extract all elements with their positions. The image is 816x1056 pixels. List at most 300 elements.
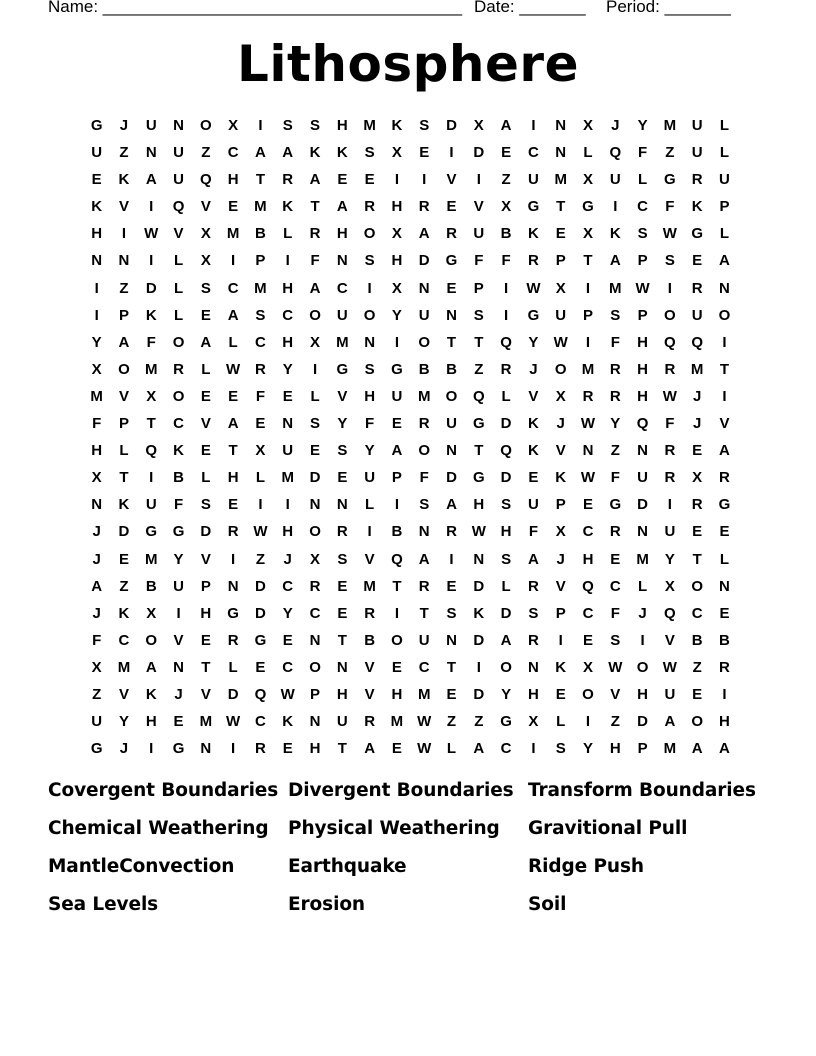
grid-letter[interactable]: F — [474, 252, 484, 270]
grid-letter[interactable]: I — [231, 252, 236, 270]
grid-letter[interactable]: D — [473, 685, 485, 703]
grid-letter[interactable]: Q — [582, 577, 594, 595]
grid-letter[interactable]: R — [255, 360, 266, 378]
grid-letter[interactable]: K — [118, 604, 130, 622]
grid-letter[interactable]: N — [309, 713, 321, 731]
grid-letter[interactable]: J — [283, 550, 292, 568]
grid-letter[interactable]: J — [556, 550, 565, 568]
grid-letter[interactable]: E — [337, 469, 348, 487]
grid-letter[interactable]: Q — [691, 333, 704, 351]
grid-letter[interactable]: A — [118, 333, 130, 351]
grid-letter[interactable]: S — [610, 631, 621, 649]
grid-letter[interactable]: H — [500, 523, 512, 541]
grid-letter[interactable]: Y — [337, 415, 348, 433]
grid-letter[interactable]: I — [285, 252, 290, 270]
grid-letter[interactable]: G — [500, 713, 512, 731]
grid-letter[interactable]: W — [226, 360, 241, 378]
grid-letter[interactable]: U — [637, 469, 648, 487]
grid-letter[interactable]: G — [664, 171, 676, 189]
grid-letter[interactable]: E — [555, 225, 566, 243]
grid-letter[interactable]: M — [363, 117, 376, 134]
grid-letter[interactable]: A — [227, 306, 239, 324]
grid-letter[interactable]: D — [227, 685, 239, 703]
grid-letter[interactable]: V — [473, 198, 484, 216]
grid-letter[interactable]: P — [555, 496, 566, 514]
grid-letter[interactable]: A — [336, 198, 348, 216]
grid-letter[interactable]: E — [582, 496, 593, 514]
grid-letter[interactable]: O — [554, 360, 567, 378]
grid-letter[interactable]: S — [664, 252, 675, 270]
grid-letter[interactable]: N — [364, 333, 376, 351]
grid-letter[interactable]: A — [418, 550, 430, 568]
grid-letter[interactable]: Z — [446, 713, 457, 731]
grid-letter[interactable]: V — [555, 442, 566, 460]
grid-letter[interactable]: D — [118, 523, 130, 541]
grid-letter[interactable]: Q — [472, 387, 485, 405]
grid-letter[interactable]: E — [692, 523, 703, 541]
grid-letter[interactable]: E — [91, 171, 102, 189]
grid-letter[interactable]: U — [364, 469, 376, 487]
grid-letter[interactable]: R — [309, 577, 321, 595]
grid-letter[interactable]: I — [312, 360, 318, 378]
grid-letter[interactable]: S — [473, 306, 484, 324]
grid-letter[interactable]: B — [691, 631, 703, 649]
grid-letter[interactable]: T — [719, 360, 730, 378]
grid-letter[interactable]: E — [582, 631, 593, 649]
grid-letter[interactable]: F — [665, 198, 675, 216]
grid-letter[interactable]: Y — [282, 604, 293, 622]
grid-letter[interactable]: I — [722, 387, 727, 405]
grid-letter[interactable]: C — [637, 198, 648, 216]
grid-letter[interactable]: A — [446, 496, 457, 514]
grid-letter[interactable]: U — [336, 306, 348, 324]
grid-letter[interactable]: D — [255, 577, 266, 595]
grid-letter[interactable]: N — [173, 117, 184, 134]
grid-letter[interactable]: L — [201, 360, 211, 378]
grid-letter[interactable]: R — [500, 360, 512, 378]
grid-letter[interactable]: J — [92, 550, 101, 568]
grid-letter[interactable]: F — [365, 415, 375, 433]
grid-letter[interactable]: O — [172, 387, 185, 405]
grid-letter[interactable]: I — [722, 685, 727, 703]
grid-letter[interactable]: U — [691, 117, 703, 134]
grid-letter[interactable]: Y — [582, 740, 593, 758]
grid-letter[interactable]: R — [173, 360, 184, 378]
grid-letter[interactable]: R — [364, 198, 376, 216]
grid-letter[interactable]: E — [446, 685, 457, 703]
grid-letter[interactable]: B — [719, 631, 730, 649]
grid-letter[interactable]: F — [92, 631, 102, 649]
grid-letter[interactable]: I — [394, 604, 399, 622]
grid-letter[interactable]: G — [445, 252, 458, 270]
grid-letter[interactable]: K — [527, 225, 539, 243]
grid-letter[interactable]: F — [255, 387, 266, 405]
grid-letter[interactable]: A — [309, 171, 321, 189]
grid-letter[interactable]: B — [446, 360, 457, 378]
grid-letter[interactable]: S — [446, 604, 457, 622]
grid-letter[interactable]: U — [664, 523, 676, 541]
grid-letter[interactable]: I — [531, 117, 536, 134]
grid-letter[interactable]: A — [500, 631, 512, 649]
grid-letter[interactable]: T — [255, 171, 266, 189]
grid-letter[interactable]: E — [391, 740, 402, 758]
grid-letter[interactable]: E — [446, 577, 457, 595]
grid-letter[interactable]: N — [446, 442, 457, 460]
grid-letter[interactable]: Z — [119, 144, 129, 162]
grid-letter[interactable]: I — [149, 252, 154, 270]
grid-letter[interactable]: M — [554, 171, 567, 189]
grid-letter[interactable]: V — [173, 225, 184, 243]
grid-letter[interactable]: R — [446, 225, 457, 243]
grid-letter[interactable]: I — [613, 198, 618, 216]
grid-letter[interactable]: T — [146, 415, 156, 433]
grid-letter[interactable]: G — [472, 415, 485, 433]
grid-letter[interactable]: H — [336, 225, 348, 243]
grid-letter[interactable]: M — [663, 117, 677, 134]
grid-letter[interactable]: I — [94, 306, 99, 324]
grid-letter[interactable]: I — [667, 496, 672, 514]
grid-letter[interactable]: U — [91, 144, 103, 162]
grid-letter[interactable]: P — [255, 252, 266, 270]
grid-letter[interactable]: N — [446, 631, 457, 649]
grid-letter[interactable]: R — [691, 279, 703, 297]
grid-letter[interactable]: N — [282, 415, 294, 433]
grid-letter[interactable]: Y — [118, 713, 129, 731]
grid-letter[interactable]: N — [719, 279, 730, 297]
grid-letter[interactable]: A — [91, 577, 103, 595]
grid-letter[interactable]: G — [718, 496, 731, 514]
grid-letter[interactable]: T — [446, 333, 457, 351]
grid-letter[interactable]: I — [285, 496, 290, 514]
grid-letter[interactable]: S — [364, 252, 375, 270]
grid-letter[interactable]: E — [255, 658, 266, 676]
grid-letter[interactable]: B — [173, 469, 184, 487]
grid-letter[interactable]: Y — [610, 415, 621, 433]
grid-letter[interactable]: Y — [91, 333, 102, 351]
grid-letter[interactable]: H — [336, 117, 348, 134]
grid-letter[interactable]: V — [200, 550, 211, 568]
grid-letter[interactable]: E — [282, 387, 293, 405]
grid-letter[interactable]: C — [691, 604, 703, 622]
grid-letter[interactable]: R — [609, 387, 621, 405]
grid-letter[interactable]: A — [719, 252, 730, 270]
grid-letter[interactable]: Q — [172, 198, 185, 216]
grid-letter[interactable]: E — [692, 442, 703, 460]
grid-letter[interactable]: H — [282, 523, 294, 541]
grid-letter[interactable]: O — [500, 658, 512, 676]
grid-letter[interactable]: C — [255, 713, 266, 731]
grid-letter[interactable]: H — [391, 198, 403, 216]
grid-letter[interactable]: X — [391, 225, 402, 243]
grid-letter[interactable]: C — [227, 279, 239, 297]
grid-letter[interactable]: Q — [500, 333, 512, 351]
grid-letter[interactable]: X — [582, 171, 593, 189]
grid-letter[interactable]: H — [473, 496, 485, 514]
grid-letter[interactable]: B — [145, 577, 157, 595]
grid-letter[interactable]: S — [200, 279, 211, 297]
grid-letter[interactable]: C — [227, 144, 239, 162]
grid-letter[interactable]: K — [118, 171, 130, 189]
grid-letter[interactable]: T — [692, 550, 702, 568]
grid-letter[interactable]: F — [310, 252, 320, 270]
grid-letter[interactable]: O — [691, 577, 704, 595]
grid-letter[interactable]: P — [200, 577, 211, 595]
grid-letter[interactable]: N — [200, 740, 212, 758]
grid-letter[interactable]: T — [446, 658, 457, 676]
grid-letter[interactable]: H — [336, 685, 348, 703]
grid-letter[interactable]: L — [228, 333, 238, 351]
grid-letter[interactable]: V — [446, 171, 457, 189]
grid-letter[interactable]: X — [473, 117, 484, 134]
grid-letter[interactable]: H — [391, 685, 403, 703]
grid-letter[interactable]: E — [228, 387, 239, 405]
grid-letter[interactable]: L — [446, 740, 457, 758]
grid-letter[interactable]: Q — [500, 442, 512, 460]
grid-letter[interactable]: Q — [609, 144, 622, 162]
grid-letter[interactable]: X — [200, 252, 211, 270]
grid-letter[interactable]: I — [149, 469, 154, 487]
grid-letter[interactable]: I — [149, 198, 154, 216]
grid-letter[interactable]: Y — [173, 550, 184, 568]
grid-letter[interactable]: I — [585, 279, 591, 297]
grid-letter[interactable]: U — [145, 496, 157, 514]
grid-letter[interactable]: E — [200, 306, 211, 324]
grid-letter[interactable]: I — [394, 496, 399, 514]
grid-letter[interactable]: D — [418, 252, 430, 270]
grid-letter[interactable]: N — [555, 144, 567, 162]
grid-letter[interactable]: Z — [474, 360, 484, 378]
grid-letter[interactable]: R — [609, 523, 621, 541]
grid-letter[interactable]: X — [664, 577, 675, 595]
grid-letter[interactable]: G — [172, 740, 185, 758]
grid-letter[interactable]: S — [255, 306, 266, 324]
grid-letter[interactable]: G — [336, 360, 349, 378]
grid-letter[interactable]: I — [449, 144, 454, 162]
grid-letter[interactable]: L — [501, 577, 511, 595]
grid-letter[interactable]: W — [553, 333, 568, 351]
grid-letter[interactable]: F — [501, 252, 511, 270]
grid-letter[interactable]: N — [637, 523, 648, 541]
grid-letter[interactable]: O — [582, 685, 594, 703]
grid-letter[interactable]: L — [173, 306, 184, 324]
grid-letter[interactable]: S — [610, 306, 621, 324]
grid-letter[interactable]: E — [337, 577, 348, 595]
grid-letter[interactable]: I — [231, 550, 236, 568]
grid-letter[interactable]: C — [309, 604, 321, 622]
grid-letter[interactable]: K — [473, 604, 485, 622]
grid-letter[interactable]: F — [419, 469, 429, 487]
grid-letter[interactable]: O — [445, 387, 458, 405]
grid-letter[interactable]: S — [310, 415, 321, 433]
grid-letter[interactable]: M — [417, 685, 431, 703]
grid-letter[interactable]: S — [200, 496, 211, 514]
grid-letter[interactable]: U — [664, 685, 676, 703]
grid-letter[interactable]: J — [556, 415, 565, 433]
grid-letter[interactable]: J — [611, 117, 620, 134]
grid-letter[interactable]: L — [365, 496, 375, 514]
grid-letter[interactable]: Q — [254, 685, 267, 703]
grid-letter[interactable]: O — [363, 225, 376, 243]
grid-letter[interactable]: I — [121, 225, 127, 243]
grid-letter[interactable]: L — [173, 279, 184, 297]
grid-letter[interactable]: E — [692, 252, 703, 270]
grid-letter[interactable]: K — [173, 442, 184, 460]
grid-letter[interactable]: E — [501, 144, 512, 162]
grid-letter[interactable]: P — [637, 740, 648, 758]
grid-letter[interactable]: P — [719, 198, 730, 216]
grid-letter[interactable]: L — [719, 117, 730, 134]
grid-letter[interactable]: M — [663, 740, 677, 758]
grid-letter[interactable]: P — [555, 604, 566, 622]
grid-letter[interactable]: H — [227, 469, 239, 487]
grid-letter[interactable]: L — [501, 387, 511, 405]
grid-letter[interactable]: E — [391, 658, 402, 676]
grid-letter[interactable]: C — [609, 577, 621, 595]
grid-letter[interactable]: A — [282, 144, 294, 162]
grid-letter[interactable]: N — [527, 658, 539, 676]
grid-letter[interactable]: N — [227, 577, 239, 595]
grid-letter[interactable]: Z — [201, 144, 211, 162]
grid-letter[interactable]: U — [446, 415, 457, 433]
grid-letter[interactable]: U — [418, 306, 430, 324]
grid-letter[interactable]: E — [228, 496, 239, 514]
grid-letter[interactable]: B — [255, 225, 266, 243]
grid-letter[interactable]: E — [692, 685, 703, 703]
grid-letter[interactable]: U — [173, 171, 184, 189]
grid-letter[interactable]: T — [228, 442, 238, 460]
grid-letter[interactable]: C — [282, 306, 294, 324]
grid-letter[interactable]: J — [693, 387, 702, 405]
grid-letter[interactable]: E — [118, 550, 129, 568]
grid-letter[interactable]: R — [418, 577, 430, 595]
grid-letter[interactable]: M — [117, 658, 131, 676]
grid-letter[interactable]: L — [310, 387, 320, 405]
grid-letter[interactable]: N — [336, 658, 348, 676]
grid-letter[interactable]: I — [667, 279, 672, 297]
grid-letter[interactable]: Y — [637, 117, 648, 134]
grid-letter[interactable]: I — [422, 171, 427, 189]
grid-letter[interactable]: Y — [501, 685, 512, 703]
grid-letter[interactable]: T — [392, 577, 402, 595]
grid-letter[interactable]: A — [500, 117, 512, 134]
grid-letter[interactable]: H — [309, 740, 321, 758]
grid-letter[interactable]: D — [446, 117, 457, 134]
grid-letter[interactable]: W — [280, 685, 295, 703]
grid-letter[interactable]: K — [282, 713, 294, 731]
grid-letter[interactable]: S — [501, 496, 512, 514]
grid-letter[interactable]: F — [610, 604, 620, 622]
grid-letter[interactable]: E — [310, 442, 321, 460]
grid-letter[interactable]: V — [200, 198, 211, 216]
grid-letter[interactable]: I — [258, 496, 263, 514]
grid-letter[interactable]: F — [610, 333, 620, 351]
grid-letter[interactable]: N — [145, 144, 157, 162]
grid-letter[interactable]: G — [90, 117, 103, 134]
grid-letter[interactable]: O — [664, 306, 676, 324]
grid-letter[interactable]: U — [691, 144, 703, 162]
grid-letter[interactable]: N — [637, 442, 648, 460]
grid-letter[interactable]: R — [664, 469, 676, 487]
grid-letter[interactable]: H — [91, 225, 103, 243]
grid-letter[interactable]: D — [500, 469, 512, 487]
grid-letter[interactable]: L — [719, 225, 730, 243]
grid-letter[interactable]: B — [391, 523, 403, 541]
grid-letter[interactable]: B — [500, 225, 512, 243]
grid-letter[interactable]: R — [582, 387, 594, 405]
grid-letter[interactable]: A — [719, 442, 730, 460]
grid-letter[interactable]: D — [473, 631, 485, 649]
grid-letter[interactable]: M — [90, 387, 103, 405]
grid-letter[interactable]: H — [200, 604, 212, 622]
grid-letter[interactable]: E — [200, 442, 211, 460]
grid-letter[interactable]: C — [527, 144, 539, 162]
grid-letter[interactable]: W — [580, 469, 596, 487]
grid-letter[interactable]: B — [364, 631, 376, 649]
grid-letter[interactable]: M — [199, 713, 213, 731]
grid-letter[interactable]: D — [473, 577, 485, 595]
grid-letter[interactable]: U — [418, 631, 430, 649]
grid-letter[interactable]: A — [227, 415, 239, 433]
grid-letter[interactable]: N — [118, 252, 130, 270]
grid-letter[interactable]: O — [418, 442, 431, 460]
grid-letter[interactable]: R — [418, 415, 430, 433]
grid-letter[interactable]: N — [418, 279, 430, 297]
grid-letter[interactable]: N — [446, 306, 457, 324]
grid-letter[interactable]: I — [258, 117, 263, 134]
grid-letter[interactable]: Q — [664, 333, 676, 351]
grid-letter[interactable]: M — [363, 577, 376, 595]
grid-letter[interactable]: X — [391, 144, 402, 162]
grid-letter[interactable]: U — [173, 577, 184, 595]
grid-letter[interactable]: E — [719, 523, 730, 541]
grid-letter[interactable]: N — [91, 252, 103, 270]
grid-letter[interactable]: Q — [636, 415, 649, 433]
grid-letter[interactable]: W — [144, 225, 159, 243]
grid-letter[interactable]: P — [118, 415, 129, 433]
grid-letter[interactable]: R — [282, 171, 294, 189]
grid-letter[interactable]: R — [691, 496, 703, 514]
grid-letter[interactable]: A — [418, 225, 430, 243]
grid-letter[interactable]: C — [336, 279, 348, 297]
grid-letter[interactable]: R — [609, 360, 621, 378]
grid-letter[interactable]: I — [585, 333, 591, 351]
grid-letter[interactable]: R — [227, 523, 239, 541]
grid-letter[interactable]: K — [555, 469, 567, 487]
grid-letter[interactable]: X — [555, 279, 566, 297]
grid-letter[interactable]: F — [92, 415, 102, 433]
grid-letter[interactable]: A — [200, 333, 212, 351]
grid-letter[interactable]: U — [527, 496, 539, 514]
grid-letter[interactable]: I — [722, 333, 727, 351]
grid-letter[interactable]: V — [337, 387, 348, 405]
grid-letter[interactable]: O — [200, 117, 212, 134]
grid-letter[interactable]: D — [309, 469, 321, 487]
grid-letter[interactable]: J — [529, 360, 538, 378]
grid-letter[interactable]: L — [583, 144, 593, 162]
name-field[interactable]: Name: ______________________________________ — [48, 0, 463, 16]
grid-letter[interactable]: L — [283, 225, 293, 243]
grid-letter[interactable]: V — [118, 387, 129, 405]
grid-letter[interactable]: U — [145, 117, 157, 134]
grid-letter[interactable]: M — [636, 550, 649, 568]
grid-letter[interactable]: E — [282, 631, 293, 649]
grid-letter[interactable]: D — [637, 496, 648, 514]
grid-letter[interactable]: X — [391, 279, 402, 297]
grid-letter[interactable]: A — [391, 442, 403, 460]
grid-letter[interactable]: Q — [145, 442, 158, 460]
grid-letter[interactable]: K — [145, 685, 157, 703]
grid-letter[interactable]: Z — [665, 144, 675, 162]
